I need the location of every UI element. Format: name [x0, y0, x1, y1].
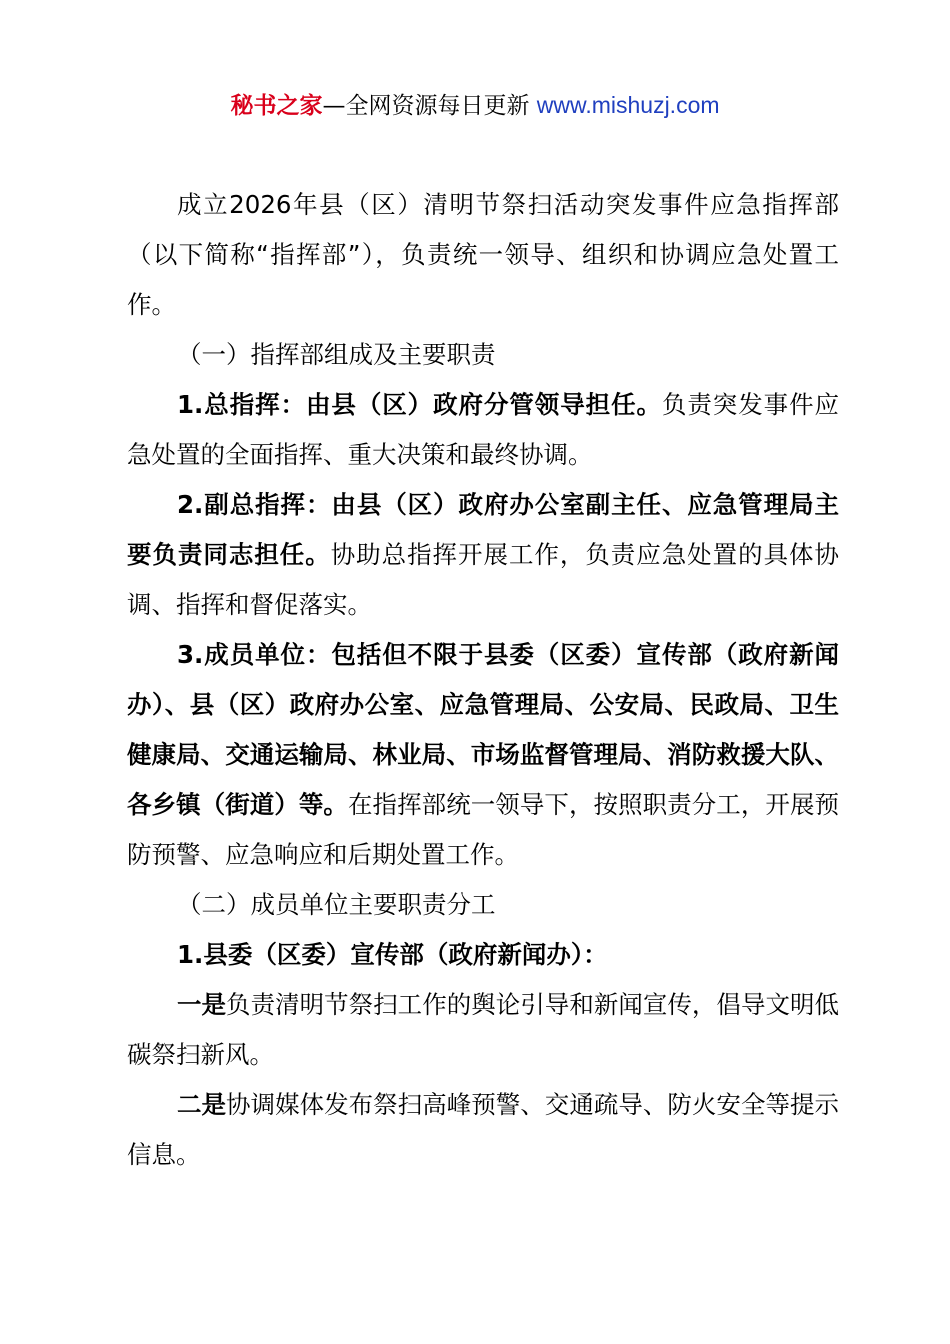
duty-item-2-text: 协调媒体发布祭扫高峰预警、交通疏导、防火安全等提示信息。 — [127, 1090, 840, 1169]
duty-item-1-text: 负责清明节祭扫工作的舆论引导和新闻宣传，倡导文明低碳祭扫新风。 — [127, 990, 840, 1069]
paragraph-member-units — [127, 630, 839, 880]
deputy-commander-duty: 协助总指挥开展工作，负责应急处置的具体协调、指挥和督促落实。 — [127, 540, 839, 619]
paragraph-commander — [127, 380, 839, 480]
paragraph-deputy-commander — [127, 480, 839, 630]
brand-name: 秘书之家 — [230, 93, 323, 119]
propaganda-dept-title: 1.县委（区委）宣传部（政府新闻办）： — [177, 940, 608, 969]
commander-title: 1.总指挥：由县（区）政府分管领导担任。 — [177, 390, 662, 419]
member-units-title: 3.成员单位：包括但不限于县委（区委）宣传部（政府新闻办）、县（区）政府办公室、应急管理局、公安局、民政局、卫生健康局、交通运输局、林业局、市场监督管理局、消防救援大队、各乡镇（街道）等。 — [127, 640, 839, 819]
section-heading-1: （一）指挥部组成及主要职责 — [177, 340, 496, 369]
header-tagline: —全网资源每日更新 — [322, 93, 537, 119]
section-heading-2: （二）成员单位主要职责分工 — [177, 890, 496, 919]
site-url-link[interactable]: www.mishuzj.com — [536, 92, 720, 118]
document-body — [127, 180, 839, 1180]
commander-duty: 负责突发事件应急处置的全面指挥、重大决策和最终协调。 — [127, 390, 840, 469]
duty-item-1-label: 一是 — [177, 990, 227, 1019]
site-header — [0, 88, 950, 123]
duty-item-2-label: 二是 — [177, 1090, 227, 1119]
intro-paragraph: 成立2026年县（区）清明节祭扫活动突发事件应急指挥部（以下简称“指挥部”），负责统一领导、组织和协调应急处置工作。 — [127, 190, 839, 319]
duty-item-1 — [127, 980, 839, 1080]
member-units-duty: 在指挥部统一领导下，按照职责分工，开展预防预警、应急响应和后期处置工作。 — [127, 790, 840, 869]
deputy-commander-title: 2.副总指挥：由县（区）政府办公室副主任、应急管理局主要负责同志担任。 — [127, 490, 839, 569]
duty-item-2 — [127, 1080, 839, 1180]
